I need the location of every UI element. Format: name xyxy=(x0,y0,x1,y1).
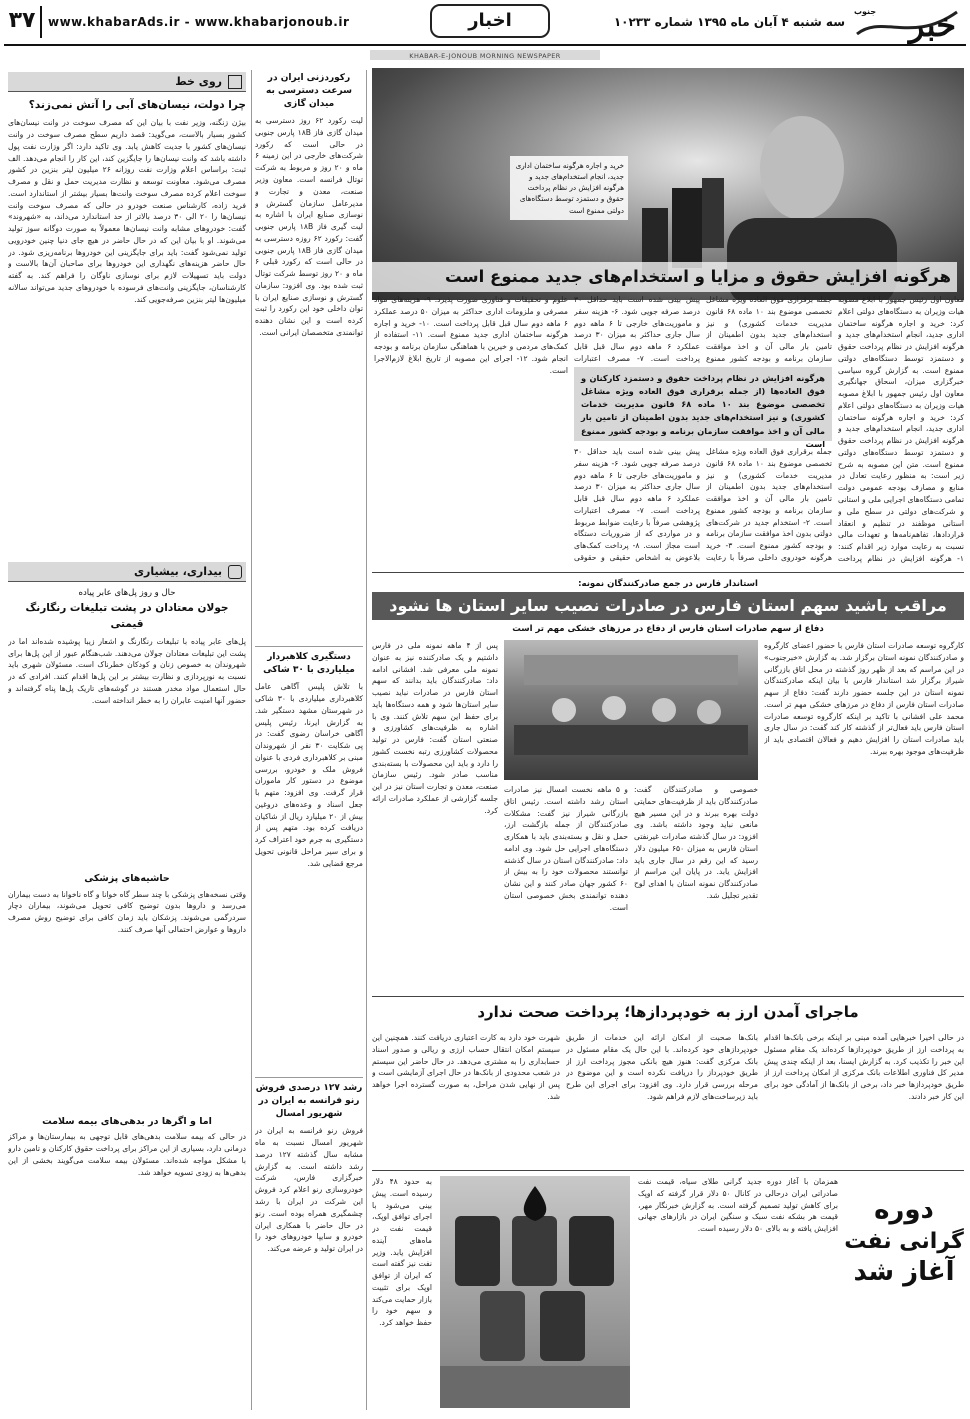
oil-title-line-3: آغاز شد xyxy=(853,1257,955,1288)
newspaper-logo xyxy=(852,4,962,46)
lead-col-2b xyxy=(706,446,832,564)
fars-bottom-rule xyxy=(372,996,964,997)
lead-photo-caption-text: خرید و اجاره هرگونه ساختمان اداری جدید، انجام استخدام‌های جدید و هرگونه افزایش در نظام پرداخت حقوق و دستمزد توسط دستگاه‌های دولتی ممنوع است xyxy=(515,161,624,215)
fars-photo xyxy=(504,640,758,780)
lead-photo-caption xyxy=(510,156,628,220)
lead-col-3b-text: پیش بینی شده است باید حداقل ۳۰ درصد صرفه جویی شود. ۶- هزینه سفر و ماموریت‌های خارجی تا ۶ ماهه دوم سال جاری حداکثر به میزان ۳۰ درصد عملکرد ۶ ماهه دوم سال قبل قابل پرداخت است. ۷- مصرف اعتبارات پژوهشی صرفاً با رعایت ضوابط مربوط و در مواردی که از ضروریات دستگاه است مجاز است. ۸- پرداخت کمک‌های بلاعوض به اشخاص حقیقی و حقوقی xyxy=(574,447,700,562)
lead-col-2b-text: جمله برقراری فوق العاده ویژه مشاغل تخصصی موضوع بند ۱۰ ماده ۶۸ قانون مدیریت خدمات کشوری) و نیز استخدام‌های جدید بدون اطمینان از تامین بار مالی آن و اخذ موافقت سازمان برنامه و بودجه کشور ممنوع است. ۲- استخدام جدید در شرکت‌های دولتی بدون اخذ موافقت سازمان برنامه و بودجه کشور ممنوع است. ۳- خرید هرگونه خودروی داخلی صرفاً با رعایت xyxy=(706,447,832,562)
narrow-title-1: رکوردزنی ایران در سرعت دسترسی به میدان گازی xyxy=(266,73,352,110)
fars-kicker: استاندار فارس در جمع صادرکنندگان نمونه: xyxy=(578,579,758,589)
english-name: KHABAR-E-JONOUB MORNING NEWSPAPER xyxy=(409,52,561,60)
sidebar2-subbody2: در حالی که بیمه سلامت بدهی‌های قابل توجهی به بیمارستان‌ها و مراکز درمانی دارد، بسیاری از این مراکز برای پرداخت حقوق کارکنان و تامین دارو با مشکل مواجه شده‌اند. مسئولان بیمه سلامت می‌گویند بخشی از این بدهی‌ها به زودی تسویه خواهد شد. xyxy=(8,1132,246,1177)
page-number xyxy=(4,6,42,38)
website-url[interactable]: www.khabarAds.ir - www.khabarjonoub.ir xyxy=(48,15,350,29)
oil-title-block xyxy=(844,1194,964,1290)
lead-col-1: معاون اول رئیس جمهور با ابلاغ مصوبه هیات وزیران به دستگاه‌های دولتی اعلام کرد: خرید و اجاره هرگونه ساختمان اداری جدید، انجام استخدام‌های جدید و هرگونه افزایش در نظام پرداخت حقوق و دستمزد توسط دستگاه‌های دولتی ممنوع است. به گزارش گروه سیاسی خبرگزاری میزان، اسحاق جهانگیری معاون اول رئیس جمهور با ابلاغ مصوبه هیات وزیران به دستگاه‌های دولتی اعلام کرد: خرید و اجاره هرگونه ساختمان اداری جدید، انجام استخدام‌های جدید و هرگونه افزایش در نظام پرداخت حقوق و دستمزد توسط دستگاه‌های دولتی ممنوع است. متن این مصوبه به شرح زیر است: به منظور رعایت تعادل در منابع و مصارف بودجه عمومی دولت تمامی دستگاه‌های اجرایی ملی و استانی و شرکت‌های دولتی در سطح ملی و استانی موظفند در تنظیم و انعقاد قراردادها، تفاهم‌نامه‌ها و تعهدات مالی نسبت به رعایت موارد زیر اقدام کنند: ۱- هرگونه افزایش در نظام پرداخت xyxy=(838,295,964,563)
narrow-body-2: با تلاش پلیس آگاهی عامل کلاهبرداری میلیاردی با ۳۰ شاکی در شهرستان مشهد دستگیر شد. به گزارش ایرنا، رئیس پلیس آگاهی خراسان رضوی گفت: در پی شکایت ۳۰ نفر از شهروندان مبنی بر کلاهبرداری فردی با عنوان فروش ملک و خودرو، بررسی موضوع در دستور کار ماموران قرار گرفت. وی افزود: متهم با جعل اسناد و وعده‌های دروغین بیش از ۲۰ میلیارد ریال از شاکیان دریافت کرده بود. متهم پس از دستگیری به جرم خود اعتراف کرد و برای سیر مراحل قانونی تحویل مرجع قضایی شد. xyxy=(255,682,363,868)
fars-subhead: دفاع از سهم صادرات استان فارس از دفاع در مرزهای خشکی مهم تر است xyxy=(512,624,824,634)
sidebar-bidari xyxy=(8,562,246,1412)
narrow-column xyxy=(255,72,363,1410)
currency-col-3: شهرت خود دارد به کارت اعتباری دریافت کنند. همچنین این سیستم امکان انتقال حساب ارزی و ریالی و صدور اسناد حسابداری را به مشتری می‌دهد. در حال حاضر این سیستم در شعب محدودی از بانک‌ها در حال اجرای آزمایشی است و پس از نهایی شدن مراحل، به صورت گسترده اجرا خواهد شد. xyxy=(372,1033,560,1101)
narrow-body-1: لیت رکورد ۶۲ روز دسترسی به میدان گازی فاز ۱۸B پارس جنوبی در حالی است که رکورد شرکت‌های خارجی در این زمینه ۶ ماه و ۲۰ روز و مربوط به شرکت توتال فرانسه است. معاون وزیر صنعت، معدن و تجارت و مدیرعامل سازمان گسترش و نوسازی صنایع ایران با اشاره به لیت گیری فاز ۱۸B پارس جنوبی گفت: رکورد ۶۲ روزه دسترسی به میدان گازی فاز ۱۸B پارس جنوبی در حالی است که رکورد قبلی ۶ ماه و ۲۰ روز توسط شرکت توتال ثبت شده بود. وی افزود: سازمان گسترش و نوسازی صنایع ایران با توان داخلی خود این رکورد را ثبت کرده است و این نشان دهنده توانمندی متخصصان ایرانی است. xyxy=(255,116,363,337)
currency-bottom-rule xyxy=(372,1170,964,1171)
narrow-title-3: رشد ۱۲۷ درصدی فروش رنو فرانسه به ایران در شهریور امسال xyxy=(255,1077,363,1121)
lead-col-3b xyxy=(574,446,700,564)
fars-headline: مراقب باشید سهم استان فارس در صادرات نصیب سایر استان ها نشود xyxy=(389,596,947,615)
narrow-title-2: دستگیری کلاهبردار میلیاردی با ۳۰ شاکی xyxy=(255,646,363,677)
section-title xyxy=(430,4,550,38)
page-number-text: ۳۷ xyxy=(8,8,36,33)
sidebar-pencil-icon xyxy=(228,75,242,89)
column-divider-2 xyxy=(366,70,367,1410)
currency-col-1: در حالی اخیرا خبرهایی آمده مبنی بر اینکه برخی بانک‌ها اقدام به پرداخت ارز از طریق خودپردازها کرده‌اند یک مقام مسئول این خبر را تکذیب کرد. به گزارش ایسنا، بعد از اینکه چندی پیش مدیر کل فناوری اطلاعات بانک مرکزی از امکان پرداخت ارز از طریق خودپردازها خبر داد، برخی از بانک‌ها از آمادگی خود برای این کار خبر دادند. xyxy=(764,1033,964,1101)
currency-col-2: بانک‌ها صحبت از امکان ارائه این خدمات از طریق خودپردازهای خود کرده‌اند. با این حال یک مقام مسئول در بانک مرکزی گفت: هنوز هیچ بانکی مجوز پرداخت ارز از طریق خودپرداز را دریافت نکرده است و این موضوع در مرحله بررسی قرار دارد. وی افزود: برای اجرای این طرح باید زیرساخت‌های لازم فراهم شود. xyxy=(566,1033,758,1101)
sidebar2-subtitle2: اما و اگرها در بدهی‌های بیمه سلامت xyxy=(42,1115,212,1127)
sidebar2-body: پل‌های عابر پیاده با تبلیغات رنگارنگ و اشعار زیبا پوشیده شده‌اند اما در پشت این تبلیغات معتادان جولان می‌دهند. شب‌هنگام عبور از این پل‌ها برای شهروندان به خصوص زنان و کودکان خطرناک است. مسئولان شهری باید نسبت به نورپردازی و نظارت بیشتر بر این پل‌ها اقدام کنند. افرادی که در حال استعمال مواد مخدر هستند در گوشه‌های تاریک پل‌ها پناه گرفته‌اند و حضور آنها امنیت عابران را به خطر انداخته است. xyxy=(8,636,246,705)
sidebar-headline: چرا دولت، نیسان‌های آبی را آتش نمی‌زند؟ xyxy=(28,99,246,111)
oil-barrels-icon xyxy=(440,1176,630,1408)
lead-col-2: جمله برقراری فوق العاده ویژه مشاغل تخصصی موضوع بند ۱۰ ماده ۶۸ قانون مدیریت خدمات کشوری) و نیز استخدام‌های جدید بدون اطمینان از تامین بار مالی آن و اخذ موافقت سازمان برنامه و بودجه کشور ممنوع xyxy=(706,295,832,363)
oil-title-line-2: گرانی نفت xyxy=(844,1228,964,1254)
narrow-body-3: فروش رنو فرانسه به ایران در شهریور امسال نسبت به ماه مشابه سال گذشته ۱۲۷ درصد رشد داشته است. به گزارش خبرگزاری فارس، شرکت خودروسازی رنو اعلام کرد فروش این شرکت در ایران با رشد چشمگیری همراه بوده است. رنو در حال حاضر با همکاری ایران خودرو و سایپا خودروهای خود را در ایران تولید و عرضه می‌کند. xyxy=(255,1126,363,1254)
lead-pull-quote-text: هرگونه افزایش در نظام پرداخت حقوق و دستمزد کارکنان و فوق العاده‌ها (از جمله برقراری فوق العاده ویژه مشاغل تخصصی موضوع بند ۱۰ ماده ۶۸ قانون مدیریت خدمات کشوری) و نیز استخدام‌های جدید بدون اطمینان از تامین بار مالی آن و اخذ موافقت سازمان برنامه و بودجه کشور ممنوع است xyxy=(581,373,825,449)
oil-title-line-1: دوره xyxy=(874,1195,934,1225)
sidebar2-subtitle: حاشیه‌های پزشکی xyxy=(84,872,170,884)
oil-box xyxy=(372,1176,964,1412)
lead-headline: هرگونه افزایش حقوق و مزایا و استخدام‌های جدید ممنوع است xyxy=(372,262,957,292)
sidebar2-title-bar xyxy=(8,562,246,582)
section-title-text: اخبار xyxy=(468,10,512,31)
masthead xyxy=(0,0,970,60)
column-divider xyxy=(251,70,252,1410)
sidebar-title-bar xyxy=(8,72,246,92)
fars-col-2: پس از ۴ ماهه نمونه ملی در فارس داشتیم و یک صادرکننده نیز به عنوان نمونه ملی معرفی شد. افشانی ادامه داد: صادرکنندگان باید بدانند که سهم استان فارس در صادرات نباید نصیب سایر استان‌ها شود و همه دستگاه‌ها باید برای حفظ این سهم تلاش کنند. وی با اشاره به ظرفیت‌های کشاورزی و صنعتی استان گفت: فارس در تولید محصولات کشاورزی رتبه نخست کشور را دارد و باید این محصولات با بسته‌بندی مناسب صادر شود. رئیس سازمان صنعت، معدن و تجارت استان نیز در این جلسه گزارشی از عملکرد صادرات ارائه کرد. xyxy=(372,641,498,815)
sidebar-roo-khat xyxy=(8,72,246,562)
fars-col-3: خصوصی و صادرکنندگان گفت: صادرکنندگان باید از ظرفیت‌های حمایتی دولت بهره ببرند و در این مسیر هیچ مانعی نباید وجود داشته باشد. وی افزود: در سال گذشته صادرات غیرنفتی استان فارس به میزان ۶۵۰ میلیون دلار رسید که این رقم در سال جاری باید افزایش یابد. در پایان این مراسم از صادرکنندگان نمونه استان با اهدای لوح تقدیر تجلیل شد. xyxy=(634,785,758,900)
sidebar-body: بیژن زنگنه، وزیر نفت با بیان این که مصرف سوخت در وانت نیسان‌های کشور بسیار بالاست، می‌گوید: قصد داریم سطح مصرف سوخت در وانت نیسان‌های کشور با جدیت کاهش یابد. وی تاکید دارد: اگر وزارت نفت پول داشته باشد که وانت نیسان‌ها را جایگزین کند، این کار را انجام می‌دهد. الف ثبت: براساس اعلام وزارت نفت روزانه ۲۶ میلیون لیتر بنزین در کشور مصرف می‌شود. معاونت توسعه و نظارت مدیریت حمل و نقل و مصرف سوخت اعلام کرده مصرف سوخت وانت‌ها بسیار بیشتر از استاندارد است. فرید زاده، کارشناس صنعت خودرو در حالی که مصرف سوخت وانت نیسان‌ها را ۲۰ الی ۳۰ درصد بالاتر از حد استاندارد می‌داند، به «شهروند» گفت: خودروهای مشابه وانت نیسان‌ها معمولاً به صورت دوگانه سوز تولید می‌شوند. او با بیان این که در حال حاضر در هیچ جای دنیا چنین خودرویی تولید نمی‌شود گفت: باید برای جایگزینی این خودروها برنامه‌ریزی شود. در حال حاضر هزینه‌های نگهداری این خودروها برای صاحبان آن‌ها بالاست و دولت باید تسهیلات لازم برای نوسازی ناوگان را فراهم کند. به گفته کارشناسان، جایگزینی وانت‌های فرسوده با خودروهای جدید می‌تواند سالانه میلیون‌ها لیتر بنزین صرفه‌جویی کند. xyxy=(8,118,246,304)
sidebar2-subbody: وقتی نسخه‌های پزشکی با چند سطر گاه خوانا و گاه ناخوانا به دست بیماران می‌رسد و داروها بدون توضیح کافی تحویل می‌شوند، بیماران دچار سردرگمی می‌شوند. پزشکان باید زمان کافی برای توضیح روش مصرف داروها و عوارض احتمالی آنها صرف کنند. xyxy=(8,889,246,934)
logo-text: خبر xyxy=(908,6,956,44)
fars-headline-bar xyxy=(372,592,964,620)
sidebar2-kicker: حال و روز پل‌های عابر پیاده xyxy=(78,588,176,598)
fars-meeting-icon xyxy=(504,640,758,780)
masthead-rule xyxy=(4,44,966,46)
lead-pull-quote xyxy=(574,367,832,449)
sidebar2-title: بیداری، بیشیاری xyxy=(133,564,222,578)
oil-barrels-photo xyxy=(440,1176,630,1408)
sidebar2-headline: جولان معتادان در پشت تبلیغات رنگارنگ قیمتی xyxy=(25,602,229,630)
english-banner xyxy=(370,50,600,60)
fars-col-1: کارگروه توسعه صادرات استان فارس با حضور اعضای کارگروه و صادرکنندگان نمونه استان برگزار شد. به گزارش «خبرجنوب» در این مراسم که بعد از ظهر روز گذشته در محل اتاق بازرگانی شیراز برگزار شد استاندار فارس با بیان اینکه صادرکنندگان نمونه استان در این جلسه حضور دارند گفت: دفاع از سهم صادرات استان فارس از دفاع در مرزهای خشکی مهم تر است. محمد علی افشانی با تاکید بر اینکه کارگروه توسعه صادرات استان فارس باید فعال‌تر از گذشته کار کند گفت: در سال جاری باید صادرات استان را افزایش دهیم و فعالان اقتصادی باید از ظرفیت‌های موجود بهره ببرند. xyxy=(764,641,964,756)
lead-bottom-rule xyxy=(372,572,964,573)
fars-col-4: و ۵ ماهه نخست امسال نیز صادرات استان رشد داشته است. رئیس اتاق بازرگانی شیراز نیز گفت: مشکلات صادرکنندگان از جمله بازگشت ارز، حمل و نقل و بسته‌بندی باید با همکاری دستگاه‌های اجرایی حل شود. وی ادامه داد: صادرکنندگان استان در سال گذشته توانستند محصولات خود را به بیش از ۶۰ کشور جهان صادر کنند و این نشان دهنده توانمندی بخش خصوصی استان است. xyxy=(504,785,628,912)
sidebar-title: روی خط xyxy=(175,74,222,88)
issue-date: سه شنبه ۴ آبان ماه ۱۳۹۵ شماره ۱۰۲۳۳ xyxy=(613,15,845,29)
logo-subtext: جنوب xyxy=(854,7,877,16)
lead-col-4: علوم و تحقیقات و فناوری صورت پذیرد. ۹- هزینه‌های مواد مصرفی و ملزومات اداری حداکثر به میزان ۵۰ درصد عملکرد ۶ ماهه دوم سال قبل قابل پرداخت است. ۱۰- خرید و اجاره هرگونه ساختمان اداری جدید ممنوع است. ۱۱- استفاده از کمک‌های مردمی و خیرین با هماهنگی سازمان برنامه و بودجه انجام شود. ۱۲- اجرای این مصوبه از تاریخ ابلاغ لازم‌الاجرا است. xyxy=(374,295,568,375)
sidebar2-eye-icon xyxy=(228,565,242,579)
oil-col-2: به حدود ۴۸ دلار رسیده است. پیش بینی می‌شود با اجرای توافق اوپک، قیمت نفت در ماه‌های آینده افزایش یابد. وزیر نفت نیز گفته است که ایران از توافق اوپک برای تثبیت بازار حمایت می‌کند و سهم خود را حفظ خواهد کرد. xyxy=(372,1177,432,1328)
oil-col-1: همزمان با آغاز دوره جدید گرانی طلای سیاه، قیمت نفت صادراتی ایران درحالی در کانال ۵۰ دلار قرار گرفته که اوپک برای کاهش تولید تصمیم گرفته است. به گزارش خبرنگار مهر، قیمت هر بشکه نفت سبک و سنگین ایران در بازارهای جهانی افزایش یافته و به بالای ۵۰ دلار رسیده است. xyxy=(638,1177,838,1234)
lead-col-3: پیش بینی شده است باید حداقل ۳۰ درصد صرفه جویی شود. ۶- هزینه سفر و ماموریت‌های خارجی تا ۶ ماهه دوم سال جاری حداکثر به میزان ۳۰ درصد عملکرد ۶ ماهه دوم سال قبل قابل پرداخت است. ۷- مصرف اعتبارات xyxy=(574,295,700,363)
currency-headline: ماجرای آمدن ارز به خودپردازها؛ پرداخت صحت ندارد xyxy=(477,1003,859,1021)
